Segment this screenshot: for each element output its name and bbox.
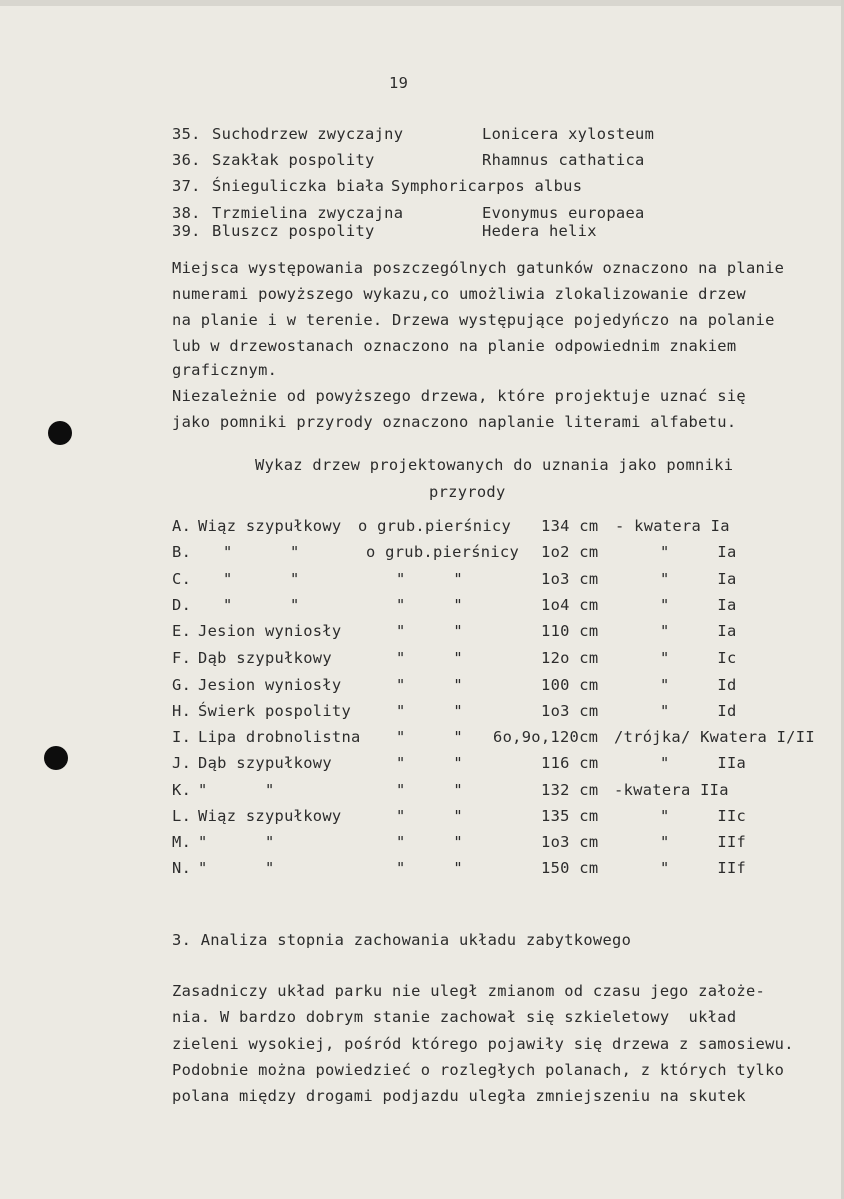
- tree-letter: I.: [172, 728, 192, 746]
- species-latin-name: Lonicera xylosteum: [482, 125, 655, 143]
- paragraph-line: numerami powyższego wykazu,co umożliwia zlokalizowanie drzew: [172, 285, 746, 303]
- species-item: [0, 176, 583, 196]
- species-item: [0, 203, 645, 223]
- tree-letter: B.: [172, 543, 192, 561]
- tree-girth: 1o2 cm: [541, 543, 599, 561]
- tree-name: Jesion wyniosły: [198, 622, 342, 640]
- tree-girth: 116 cm: [541, 754, 599, 772]
- tree-girth-label: " ": [396, 649, 463, 667]
- tree-quarter: " Id: [660, 702, 737, 720]
- tree-girth-label: " ": [396, 622, 463, 640]
- tree-letter: K.: [172, 781, 192, 799]
- tree-girth-label: " ": [396, 728, 463, 746]
- tree-girth: 135 cm: [541, 807, 599, 825]
- species-number: 37.: [172, 177, 201, 195]
- tree-girth: 134 cm: [541, 517, 599, 535]
- tree-girth-label: " ": [396, 596, 463, 614]
- paragraph-line: jako pomniki przyrody oznaczono naplanie literami alfabetu.: [172, 413, 737, 431]
- table-row: [0, 780, 729, 800]
- table-row: [0, 542, 737, 562]
- tree-letter: G.: [172, 676, 192, 694]
- table-title-line: Wykaz drzew projektowanych do uznania jako pomniki: [255, 456, 734, 474]
- tree-girth: 110 cm: [541, 622, 599, 640]
- tree-quarter: " Ia: [660, 543, 737, 561]
- species-latin-name: Symphoricarpos albus: [391, 177, 583, 195]
- tree-name: " ": [223, 543, 300, 561]
- tree-girth-label: " ": [396, 807, 463, 825]
- tree-quarter: - kwatera Ia: [615, 517, 730, 535]
- paragraph-line: Niezależnie od powyższego drzewa, które projektuje uznać się: [172, 387, 746, 405]
- paragraph-line: zieleni wysokiej, pośród którego pojawiły się drzewa z samosiewu.: [172, 1035, 794, 1053]
- tree-quarter: " Id: [660, 676, 737, 694]
- tree-quarter: /trójka/ Kwatera I/II: [614, 728, 815, 746]
- tree-letter: E.: [172, 622, 192, 640]
- tree-letter: L.: [172, 807, 192, 825]
- tree-girth-label: o grub.pierśnicy: [358, 517, 512, 535]
- page-top-edge: [0, 0, 844, 6]
- page-number: 19: [389, 74, 409, 92]
- tree-girth-label: " ": [396, 781, 463, 799]
- tree-girth: 132 cm: [541, 781, 599, 799]
- tree-name: " ": [198, 833, 275, 851]
- species-polish-name: Śnieguliczka biała: [212, 177, 385, 195]
- tree-name: Świerk pospolity: [198, 702, 352, 720]
- species-item: [0, 150, 645, 170]
- tree-girth-label: o grub.pierśnicy: [366, 543, 520, 561]
- paragraph-line: lub w drzewostanach oznaczono na planie odpowiednim znakiem: [172, 337, 737, 355]
- species-latin-name: Rhamnus cathatica: [482, 151, 645, 169]
- tree-name: Dąb szypułkowy: [198, 754, 332, 772]
- table-title-line: przyrody: [429, 483, 506, 501]
- tree-quarter: " Ic: [660, 649, 737, 667]
- tree-girth: 12o cm: [541, 649, 599, 667]
- paragraph-line: polana między drogami podjazdu uległa zmniejszeniu na skutek: [172, 1087, 746, 1105]
- species-polish-name: Szakłak pospolity: [212, 151, 375, 169]
- tree-girth: 1o3 cm: [541, 833, 599, 851]
- species-item: [0, 124, 655, 144]
- tree-quarter: " IIf: [660, 859, 747, 877]
- tree-name: Wiąz szypułkowy: [198, 807, 342, 825]
- paragraph-line: na planie i w terenie. Drzewa występujące pojedyńczo na polanie: [172, 311, 775, 329]
- tree-girth: 6o,9o,120cm: [493, 728, 599, 746]
- section-heading: 3. Analiza stopnia zachowania układu zabytkowego: [172, 931, 632, 949]
- tree-quarter: " Ia: [660, 570, 737, 588]
- tree-girth-label: " ": [396, 754, 463, 772]
- species-number: 38.: [172, 204, 201, 222]
- table-row: [0, 595, 737, 615]
- tree-name: " ": [223, 570, 300, 588]
- tree-quarter: " IIc: [660, 807, 747, 825]
- paragraph-line: Zasadniczy układ parku nie uległ zmianom od czasu jego założe-: [172, 982, 766, 1000]
- species-number: 39.: [172, 222, 201, 240]
- tree-quarter: -kwatera IIa: [614, 781, 729, 799]
- table-row: [0, 516, 730, 536]
- table-row: [0, 832, 747, 852]
- tree-girth: 1o3 cm: [541, 702, 599, 720]
- table-row: [0, 701, 737, 721]
- table-row: [0, 806, 747, 826]
- tree-quarter: " Ia: [660, 622, 737, 640]
- species-polish-name: Suchodrzew zwyczajny: [212, 125, 404, 143]
- tree-quarter: " Ia: [660, 596, 737, 614]
- species-item: [0, 221, 597, 241]
- tree-name: Wiąz szypułkowy: [198, 517, 342, 535]
- tree-letter: C.: [172, 570, 192, 588]
- species-latin-name: Hedera helix: [482, 222, 597, 240]
- species-polish-name: Bluszcz pospolity: [212, 222, 375, 240]
- tree-letter: H.: [172, 702, 192, 720]
- tree-girth-label: " ": [396, 702, 463, 720]
- tree-letter: M.: [172, 833, 192, 851]
- table-row: [0, 753, 747, 773]
- tree-letter: J.: [172, 754, 192, 772]
- table-row: [0, 569, 737, 589]
- tree-girth-label: " ": [396, 833, 463, 851]
- paragraph-line: Podobnie można powiedzieć o rozległych polanach, z których tylko: [172, 1061, 785, 1079]
- species-latin-name: Evonymus europaea: [482, 204, 645, 222]
- species-number: 35.: [172, 125, 201, 143]
- tree-girth-label: " ": [396, 570, 463, 588]
- tree-girth: 1o3 cm: [541, 570, 599, 588]
- tree-girth: 100 cm: [541, 676, 599, 694]
- tree-quarter: " IIf: [660, 833, 747, 851]
- tree-letter: A.: [172, 517, 192, 535]
- tree-name: " ": [198, 781, 275, 799]
- tree-girth: 1o4 cm: [541, 596, 599, 614]
- tree-letter: F.: [172, 649, 192, 667]
- tree-name: " ": [198, 859, 275, 877]
- species-number: 36.: [172, 151, 201, 169]
- table-row: [0, 621, 737, 641]
- tree-quarter: " IIa: [660, 754, 747, 772]
- tree-girth-label: " ": [396, 676, 463, 694]
- tree-name: Jesion wyniosły: [198, 676, 342, 694]
- table-row: [0, 648, 737, 668]
- paragraph-line: nia. W bardzo dobrym stanie zachował się szkieletowy układ: [172, 1008, 737, 1026]
- paragraph-line: Miejsca występowania poszczególnych gatunków oznaczono na planie: [172, 259, 785, 277]
- tree-letter: N.: [172, 859, 192, 877]
- tree-letter: D.: [172, 596, 192, 614]
- punch-hole-upper: [48, 421, 72, 445]
- table-row: [0, 727, 815, 747]
- tree-girth-label: " ": [396, 859, 463, 877]
- tree-girth: 150 cm: [541, 859, 599, 877]
- tree-name: " ": [223, 596, 300, 614]
- table-row: [0, 675, 737, 695]
- paragraph-line: graficznym.: [172, 361, 278, 379]
- species-polish-name: Trzmielina zwyczajna: [212, 204, 404, 222]
- tree-name: Dąb szypułkowy: [198, 649, 332, 667]
- tree-name: Lipa drobnolistna: [198, 728, 361, 746]
- table-row: [0, 858, 747, 878]
